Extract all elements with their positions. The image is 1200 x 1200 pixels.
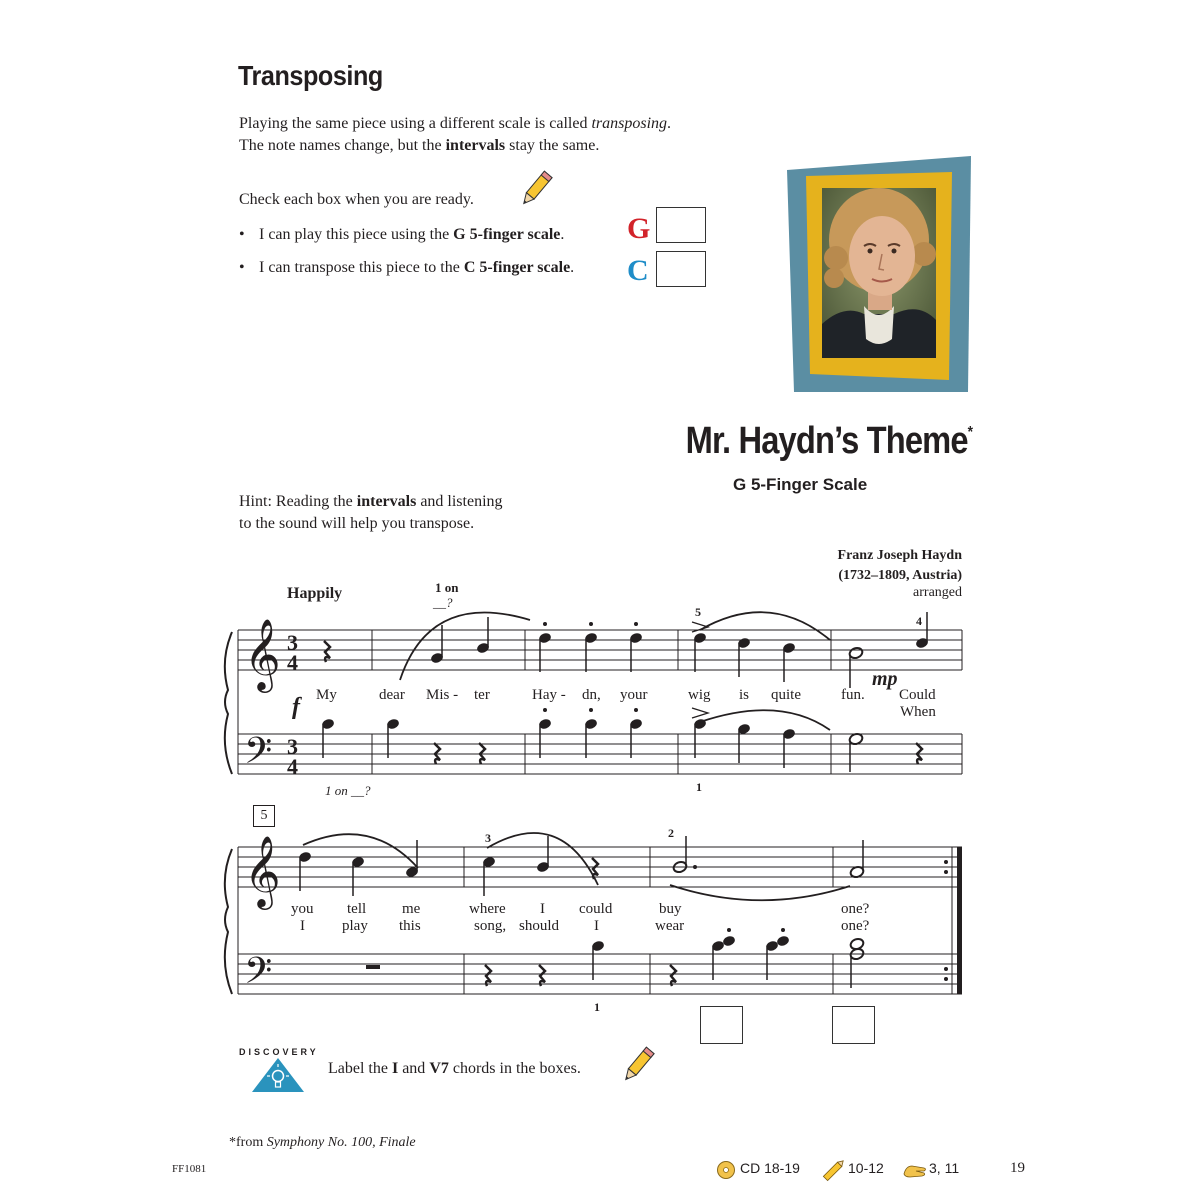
- lyric: quite: [771, 687, 801, 703]
- fingering-2: 2: [668, 826, 674, 840]
- lyric: you: [291, 901, 314, 917]
- tempo-marking: Happily: [287, 585, 343, 602]
- lyric: one?: [841, 901, 870, 917]
- svg-text:𝄞: 𝄞: [244, 834, 281, 907]
- lyric: tell: [347, 901, 367, 917]
- lyric: dear: [379, 687, 405, 703]
- lyric: Could: [899, 687, 936, 703]
- chord-label-box-1[interactable]: [700, 1006, 743, 1044]
- lyric: where: [469, 901, 506, 917]
- fingering-4: 4: [916, 614, 922, 628]
- svg-text:𝄢: 𝄢: [244, 730, 273, 781]
- pencil-icon: [820, 1158, 848, 1182]
- cd-icon: [716, 1160, 736, 1180]
- checklist-item: • I can play this piece using the G 5-finger scale.: [239, 226, 565, 243]
- scale-letter-g: G: [627, 212, 651, 245]
- book-code: FF1081: [172, 1163, 207, 1175]
- lyric: is: [739, 687, 750, 703]
- scale-letter-c: C: [627, 254, 649, 287]
- chord-label-box-2[interactable]: [832, 1006, 875, 1044]
- lyric: Hay -: [532, 687, 566, 703]
- hint-text: Hint: Reading the intervals and listening to the sound will help you transpose.: [239, 493, 503, 532]
- lyric: I: [300, 918, 305, 934]
- lyric: I: [540, 901, 545, 917]
- svg-text:𝄞: 𝄞: [244, 617, 281, 690]
- arranged-label: arranged: [913, 585, 962, 600]
- lyric: song,: [474, 918, 507, 934]
- lyric: fun.: [841, 687, 865, 703]
- lyric: dn,: [582, 687, 601, 703]
- fingering-blank: __?: [433, 595, 453, 610]
- svg-text:3: 3: [287, 630, 298, 655]
- fingering-1-bass: 1: [594, 1000, 600, 1014]
- lyric: wig: [688, 687, 711, 703]
- lyric: ter: [474, 687, 490, 703]
- lyric: play: [342, 918, 368, 934]
- hand-icon: [902, 1160, 928, 1180]
- checklist-intro: Check each box when you are ready.: [239, 191, 474, 208]
- discovery-label: DISCOVERY: [239, 1047, 319, 1057]
- page-number: 19: [1010, 1160, 1025, 1176]
- lyric: Mis -: [426, 687, 459, 703]
- lyric: this: [399, 918, 421, 934]
- svg-text:4: 4: [287, 650, 298, 675]
- discovery-instruction: Label the I and V7 chords in the boxes.: [328, 1060, 581, 1077]
- intro-paragraph: Playing the same piece using a different scale is called transposing. The note names change, but the intervals stay the same.: [239, 115, 672, 154]
- svg-text:4: 4: [287, 754, 298, 779]
- fingering-bass-1-on: 1 on __?: [325, 783, 371, 798]
- lyric: your: [620, 687, 648, 703]
- dynamic-forte: f: [292, 694, 300, 720]
- technique-pages: 3, 11: [929, 1160, 960, 1176]
- footnote: *from Symphony No. 100, Finale: [229, 1135, 416, 1150]
- cd-tracks: CD 18-19: [740, 1160, 800, 1176]
- lyric: I: [594, 918, 599, 934]
- lyric: one?: [841, 918, 870, 934]
- fingering-1: 1: [696, 780, 702, 794]
- page-title: Transposing: [238, 60, 383, 91]
- fingering-5: 5: [695, 605, 701, 619]
- measure-number: 5: [253, 805, 275, 827]
- dynamic-mezzo-piano: mp: [872, 668, 898, 690]
- lyric: When: [900, 704, 936, 720]
- svg-text:3: 3: [287, 734, 298, 759]
- lightbulb-icon: [252, 1058, 304, 1092]
- lyric: could: [579, 901, 613, 917]
- lyric: me: [402, 901, 421, 917]
- pencil-icon: [618, 1044, 658, 1086]
- checklist-item: • I can transpose this piece to the C 5-finger scale.: [239, 259, 575, 276]
- song-title: Mr. Haydn’s Theme*: [685, 420, 972, 462]
- lyric: buy: [659, 901, 682, 917]
- writing-pages: 10-12: [848, 1160, 884, 1176]
- fingering-3: 3: [485, 831, 491, 845]
- composer-credit: Franz Joseph Haydn (1732–1809, Austria): [837, 548, 962, 583]
- lyric: wear: [655, 918, 685, 934]
- lyric: should: [519, 918, 560, 934]
- fingering-1-on: 1 on: [435, 580, 459, 595]
- svg-text:𝄢: 𝄢: [244, 950, 273, 1001]
- lyric: My: [316, 687, 337, 703]
- song-subtitle: G 5-Finger Scale: [733, 475, 868, 494]
